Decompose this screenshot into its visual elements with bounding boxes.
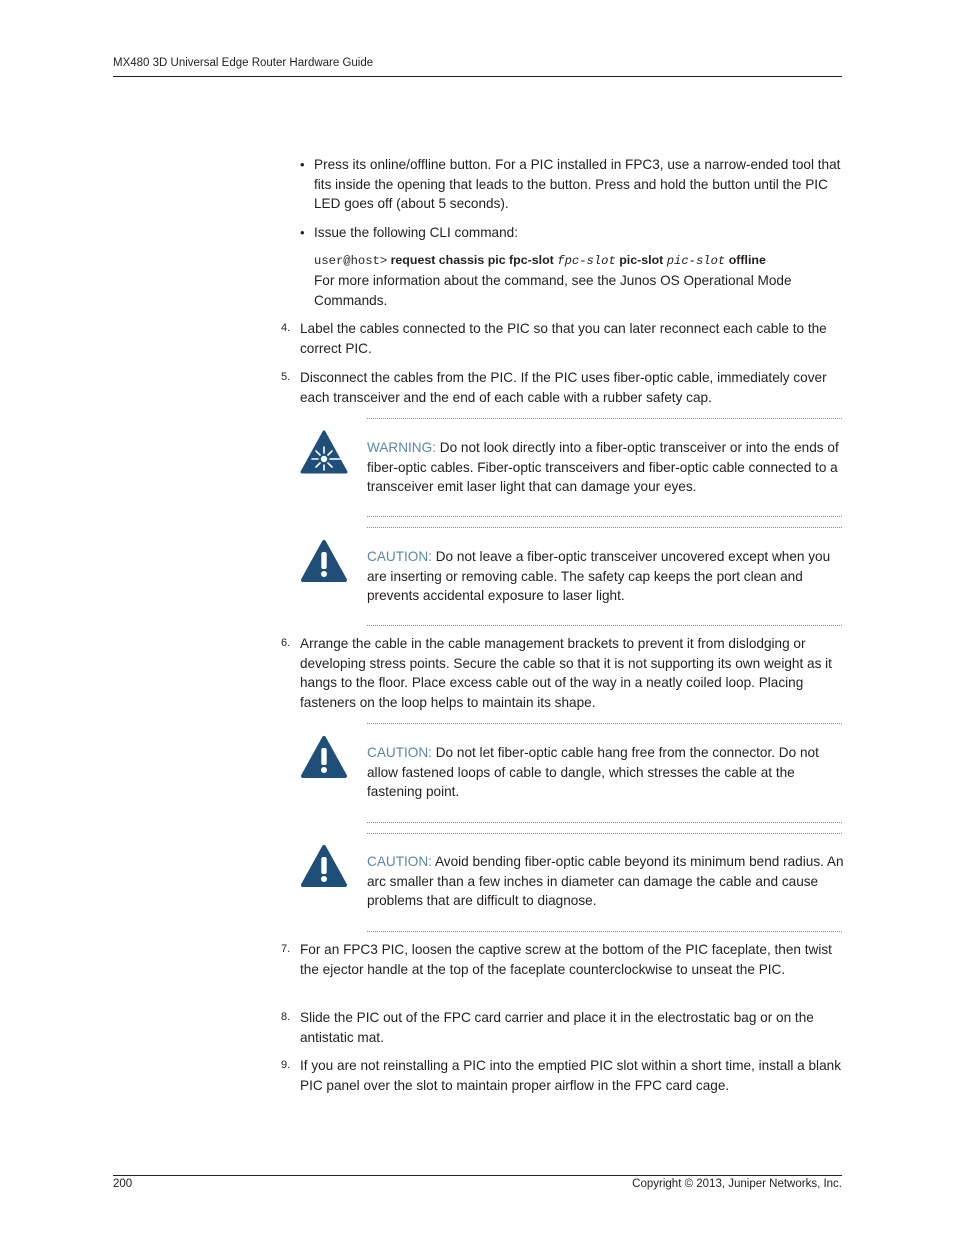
step-text: Disconnect the cables from the PIC. If the PIC uses fiber-optic cable, immediately cover each transceiver and the end of each cable with a rubber safety cap. [300,370,827,405]
note-label: CAUTION: [367,549,432,564]
step-text: Slide the PIC out of the FPC card carrier and place it in the electrostatic bag or on the antistatic mat. [300,1010,814,1045]
running-header: MX480 3D Universal Edge Router Hardware Guide [113,57,374,69]
bullet-marker: • [300,157,305,172]
note-label: CAUTION: [367,854,432,869]
step-number: 7. [281,943,291,955]
note-divider [367,527,842,528]
footer-rule [113,1175,842,1176]
bullet-marker: • [300,225,305,240]
note-divider [367,516,842,517]
step-number: 4. [281,322,291,334]
warning-note [367,438,845,497]
note-divider [367,822,842,823]
cli-prompt: user@host> [314,254,388,268]
command-note: For more information about the command, see the Junos OS Operational Mode Commands. [314,273,792,308]
step-number: 5. [281,371,291,383]
note-label: WARNING: [367,440,436,455]
step-number: 6. [281,637,291,649]
cli-variable: pic-slot [666,254,726,268]
bullet-text: Issue the following CLI command: [314,225,519,240]
note-divider [367,931,842,932]
note-divider [367,833,842,834]
caution-icon [300,844,348,888]
cli-variable: fpc-slot [557,254,616,268]
step-text: If you are not reinstalling a PIC into the emptied PIC slot within a short time, install a blank PIC panel over the slot to maintain proper airflow in the FPC card cage. [300,1058,841,1093]
cli-command [314,251,766,270]
step-number: 8. [281,1011,291,1023]
bullet-text: Press its online/offline button. For a PIC installed in FPC3, use a narrow-ended tool that fits inside the opening that leads to the button. Press and hold the button until the PIC LED goes off (about 5 seconds). [314,157,841,212]
step-number: 9. [281,1059,291,1071]
note-divider [367,723,842,724]
note-divider [367,625,842,626]
step-text: For an FPC3 PIC, loosen the captive screw at the bottom of the PIC faceplate, then twist the ejector handle at the top of the faceplate counterclockwise to unseat the PIC. [300,942,832,977]
step-text: Label the cables connected to the PIC so that you can later reconnect each cable to the correct PIC. [300,321,827,356]
copyright: Copyright © 2013, Juniper Networks, Inc. [632,1178,842,1190]
caution-note [367,852,845,911]
cli-keyword: pic-slot [619,253,664,267]
step-text: Arrange the cable in the cable management brackets to prevent it from dislodging or developing stress points. Secure the cable so that it is not supporting its own weight as it hangs to the floor. Place excess cable out of the way in a neatly coiled loop. Placing fasteners on the loop helps to maintain its shape. [300,636,832,710]
caution-note [367,743,845,802]
caution-icon [300,539,348,583]
laser-warning-icon [300,430,348,474]
note-body: Avoid bending fiber-optic cable beyond its minimum bend radius. An arc smaller than a few inches in diameter can damage the cable and cause problems that are difficult to diagnose. [367,854,844,909]
caution-note [367,547,845,606]
caution-icon [300,735,348,779]
note-label: CAUTION: [367,745,432,760]
header-rule [113,76,842,77]
note-body: Do not let fiber-optic cable hang free from the connector. Do not allow fastened loops of cable to dangle, which stresses the cable at the fastening point. [367,745,819,800]
page-number: 200 [113,1178,133,1190]
note-body: Do not look directly into a fiber-optic transceiver or into the ends of fiber-optic cables. Fiber-optic transceivers and fiber-optic cable connected to a transceiver emit laser light that can damage your eyes. [367,440,839,495]
note-divider [367,418,842,419]
note-body: Do not leave a fiber-optic transceiver uncovered except when you are inserting or removing cable. The safety cap keeps the port clean and prevents accidental exposure to laser light. [367,549,831,604]
cli-keyword: offline [728,253,766,267]
cli-keyword: request chassis pic fpc-slot [390,253,554,267]
